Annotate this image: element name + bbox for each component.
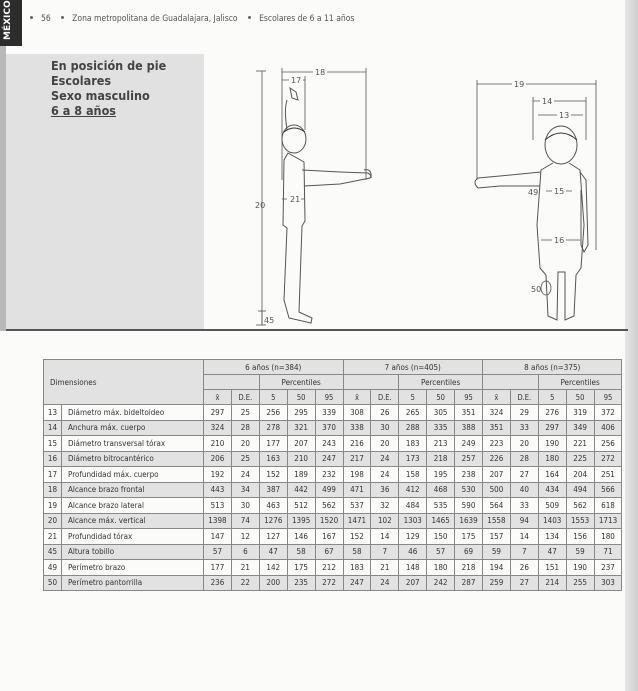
value-cell: 192 xyxy=(204,467,232,483)
value-cell: 200 xyxy=(259,575,287,591)
value-cell: 297 xyxy=(204,405,232,421)
header-group: Escolares de 6 a 11 años xyxy=(259,14,355,24)
value-cell: 471 xyxy=(343,482,371,498)
value-cell: 29 xyxy=(510,405,538,421)
stat-header: 95 xyxy=(315,390,343,405)
value-cell: 134 xyxy=(538,529,566,545)
dim-label-18: 18 xyxy=(315,68,326,77)
stat-header: 95 xyxy=(455,390,483,405)
dim-label-21: 21 xyxy=(290,195,301,204)
value-cell: 1558 xyxy=(482,513,510,529)
value-cell: 288 xyxy=(399,420,427,436)
dimension-name: Alcance máx. vertical xyxy=(62,513,204,529)
value-cell: 319 xyxy=(566,405,594,421)
value-cell: 147 xyxy=(204,529,232,545)
anthropometric-figure xyxy=(0,0,638,340)
value-cell: 372 xyxy=(594,405,622,421)
value-cell: 308 xyxy=(343,405,371,421)
value-cell: 47 xyxy=(538,544,566,560)
value-cell: 303 xyxy=(594,575,622,591)
value-cell: 36 xyxy=(371,482,399,498)
region-side-tab: MÉXICO xyxy=(0,0,22,46)
group-header: 7 años (n=405) xyxy=(343,360,482,375)
value-cell: 210 xyxy=(204,436,232,452)
value-cell: 499 xyxy=(315,482,343,498)
value-cell: 177 xyxy=(259,436,287,452)
value-cell: 210 xyxy=(287,451,315,467)
value-cell: 27 xyxy=(510,467,538,483)
value-cell: 207 xyxy=(482,467,510,483)
value-cell: 24 xyxy=(231,467,259,483)
value-cell: 214 xyxy=(538,575,566,591)
table-row xyxy=(44,560,622,576)
percentiles-header: Percentiles xyxy=(259,375,343,390)
value-cell: 562 xyxy=(315,498,343,514)
table-row xyxy=(44,544,622,560)
dimension-number: 49 xyxy=(44,560,62,576)
value-cell: 338 xyxy=(343,420,371,436)
value-cell: 24 xyxy=(371,575,399,591)
value-cell: 164 xyxy=(538,467,566,483)
value-cell: 259 xyxy=(482,575,510,591)
value-cell: 512 xyxy=(287,498,315,514)
title-line-4: 6 a 8 años xyxy=(51,103,116,118)
value-cell: 349 xyxy=(566,420,594,436)
dim-label-45: 45 xyxy=(264,316,275,325)
stat-header: 50 xyxy=(566,390,594,405)
value-cell: 468 xyxy=(427,482,455,498)
dimension-name: Altura tobillo xyxy=(62,544,204,560)
dimensions-table xyxy=(43,359,622,591)
value-cell: 194 xyxy=(482,560,510,576)
stat-header: 95 xyxy=(594,390,622,405)
value-cell: 339 xyxy=(315,405,343,421)
value-cell: 1553 xyxy=(566,513,594,529)
value-cell: 236 xyxy=(204,575,232,591)
dimension-number: 45 xyxy=(44,544,62,560)
value-cell: 232 xyxy=(315,467,343,483)
value-cell: 32 xyxy=(371,498,399,514)
value-cell: 20 xyxy=(231,436,259,452)
value-cell: 566 xyxy=(594,482,622,498)
value-cell: 484 xyxy=(399,498,427,514)
stat-header: D.E. xyxy=(231,390,259,405)
dimension-number: 15 xyxy=(44,436,62,452)
value-cell: 562 xyxy=(566,498,594,514)
value-cell: 351 xyxy=(482,420,510,436)
value-cell: 67 xyxy=(315,544,343,560)
dimension-name: Profundidad máx. cuerpo xyxy=(62,467,204,483)
value-cell: 24 xyxy=(371,467,399,483)
value-cell: 206 xyxy=(204,451,232,467)
stat-header: D.E. xyxy=(371,390,399,405)
table-row xyxy=(44,405,622,421)
value-cell: 142 xyxy=(259,560,287,576)
table-row xyxy=(44,498,622,514)
value-cell: 150 xyxy=(427,529,455,545)
value-cell: 30 xyxy=(371,420,399,436)
table-row xyxy=(44,420,622,436)
dimension-name: Alcance brazo frontal xyxy=(62,482,204,498)
table-row xyxy=(44,451,622,467)
value-cell: 295 xyxy=(287,405,315,421)
value-cell: 442 xyxy=(287,482,315,498)
value-cell: 47 xyxy=(259,544,287,560)
value-cell: 251 xyxy=(594,467,622,483)
dim-label-14: 14 xyxy=(542,97,553,106)
dimension-number: 17 xyxy=(44,467,62,483)
value-cell: 167 xyxy=(315,529,343,545)
value-cell: 59 xyxy=(482,544,510,560)
dimension-name: Diámetro máx. bideltoideo xyxy=(62,405,204,421)
value-cell: 129 xyxy=(399,529,427,545)
title-line-3: Sexo masculino xyxy=(51,88,150,103)
value-cell: 388 xyxy=(455,420,483,436)
dim-label-17: 17 xyxy=(291,76,302,85)
value-cell: 509 xyxy=(538,498,566,514)
value-cell: 22 xyxy=(231,575,259,591)
percentiles-header: Percentiles xyxy=(399,375,483,390)
value-cell: 513 xyxy=(204,498,232,514)
value-cell: 494 xyxy=(566,482,594,498)
value-cell: 537 xyxy=(343,498,371,514)
value-cell: 249 xyxy=(455,436,483,452)
stat-header: 5 xyxy=(538,390,566,405)
table-row xyxy=(44,575,622,591)
value-cell: 28 xyxy=(510,451,538,467)
value-cell: 21 xyxy=(371,560,399,576)
value-cell: 20 xyxy=(371,436,399,452)
value-cell: 535 xyxy=(427,498,455,514)
value-cell: 175 xyxy=(287,560,315,576)
value-cell: 287 xyxy=(455,575,483,591)
value-cell: 305 xyxy=(427,405,455,421)
value-cell: 213 xyxy=(427,436,455,452)
dimension-number: 14 xyxy=(44,420,62,436)
value-cell: 406 xyxy=(594,420,622,436)
value-cell: 20 xyxy=(510,436,538,452)
stat-header: x̄ xyxy=(482,390,510,405)
header-region: Zona metropolitana de Guadalajara, Jalisco xyxy=(72,14,238,24)
value-cell: 7 xyxy=(510,544,538,560)
title-line-2: Escolares xyxy=(51,73,112,88)
value-cell: 21 xyxy=(231,560,259,576)
value-cell: 324 xyxy=(204,420,232,436)
value-cell: 247 xyxy=(315,451,343,467)
value-cell: 243 xyxy=(315,436,343,452)
value-cell: 204 xyxy=(566,467,594,483)
value-cell: 57 xyxy=(427,544,455,560)
value-cell: 276 xyxy=(538,405,566,421)
value-cell: 58 xyxy=(343,544,371,560)
value-cell: 221 xyxy=(566,436,594,452)
group-header: 8 años (n=375) xyxy=(482,360,621,375)
value-cell: 6 xyxy=(231,544,259,560)
value-cell: 351 xyxy=(455,405,483,421)
value-cell: 102 xyxy=(371,513,399,529)
value-cell: 148 xyxy=(399,560,427,576)
title-line-1: En posición de pie xyxy=(51,58,167,73)
value-cell: 618 xyxy=(594,498,622,514)
value-cell: 7 xyxy=(371,544,399,560)
value-cell: 218 xyxy=(427,451,455,467)
value-cell: 183 xyxy=(343,560,371,576)
value-cell: 370 xyxy=(315,420,343,436)
value-cell: 226 xyxy=(482,451,510,467)
value-cell: 146 xyxy=(287,529,315,545)
table-row xyxy=(44,513,622,529)
stat-header: 50 xyxy=(427,390,455,405)
dimension-name: Anchura máx. cuerpo xyxy=(62,420,204,436)
value-cell: 1713 xyxy=(594,513,622,529)
value-cell: 1403 xyxy=(538,513,566,529)
value-cell: 564 xyxy=(482,498,510,514)
page-number: 56 xyxy=(41,14,51,24)
value-cell: 530 xyxy=(455,482,483,498)
value-cell: 238 xyxy=(455,467,483,483)
stat-header: x̄ xyxy=(343,390,371,405)
value-cell: 40 xyxy=(510,482,538,498)
table-group-header-row xyxy=(44,360,622,375)
value-cell: 335 xyxy=(427,420,455,436)
value-cell: 207 xyxy=(287,436,315,452)
dim-label-20: 20 xyxy=(255,201,266,210)
value-cell: 46 xyxy=(399,544,427,560)
value-cell: 59 xyxy=(566,544,594,560)
dimension-number: 20 xyxy=(44,513,62,529)
value-cell: 156 xyxy=(566,529,594,545)
value-cell: 127 xyxy=(259,529,287,545)
value-cell: 25 xyxy=(231,405,259,421)
value-cell: 12 xyxy=(231,529,259,545)
value-cell: 58 xyxy=(287,544,315,560)
dimension-number: 19 xyxy=(44,498,62,514)
dim-label-49: 49 xyxy=(528,188,539,197)
value-cell: 242 xyxy=(427,575,455,591)
value-cell: 257 xyxy=(455,451,483,467)
value-cell: 256 xyxy=(594,436,622,452)
value-cell: 278 xyxy=(259,420,287,436)
value-cell: 195 xyxy=(427,467,455,483)
dim-label-15: 15 xyxy=(554,187,565,196)
dim-label-19: 19 xyxy=(514,80,525,89)
value-cell: 272 xyxy=(594,451,622,467)
value-cell: 163 xyxy=(259,451,287,467)
value-cell: 463 xyxy=(259,498,287,514)
value-cell: 1520 xyxy=(315,513,343,529)
value-cell: 158 xyxy=(399,467,427,483)
value-cell: 198 xyxy=(343,467,371,483)
value-cell: 443 xyxy=(204,482,232,498)
value-cell: 1276 xyxy=(259,513,287,529)
dimension-name: Diámetro transversal tórax xyxy=(62,436,204,452)
value-cell: 1395 xyxy=(287,513,315,529)
dimension-number: 13 xyxy=(44,405,62,421)
dimensions-header: Dimensiones xyxy=(44,360,204,405)
stat-header: x̄ xyxy=(204,390,232,405)
value-cell: 33 xyxy=(510,420,538,436)
value-cell: 25 xyxy=(231,451,259,467)
dimension-name: Alcance brazo lateral xyxy=(62,498,204,514)
value-cell: 590 xyxy=(455,498,483,514)
value-cell: 189 xyxy=(287,467,315,483)
dimension-name: Profundidad tórax xyxy=(62,529,204,545)
dimension-name: Perímetro pantorrilla xyxy=(62,575,204,591)
value-cell: 180 xyxy=(538,451,566,467)
dimension-name: Perímetro brazo xyxy=(62,560,204,576)
value-cell: 237 xyxy=(594,560,622,576)
value-cell: 33 xyxy=(510,498,538,514)
value-cell: 14 xyxy=(371,529,399,545)
value-cell: 175 xyxy=(455,529,483,545)
value-cell: 434 xyxy=(538,482,566,498)
value-cell: 190 xyxy=(566,560,594,576)
value-cell: 1465 xyxy=(427,513,455,529)
value-cell: 157 xyxy=(482,529,510,545)
value-cell: 255 xyxy=(566,575,594,591)
value-cell: 190 xyxy=(538,436,566,452)
table-row xyxy=(44,482,622,498)
value-cell: 94 xyxy=(510,513,538,529)
value-cell: 500 xyxy=(482,482,510,498)
value-cell: 28 xyxy=(231,420,259,436)
value-cell: 225 xyxy=(566,451,594,467)
value-cell: 297 xyxy=(538,420,566,436)
table-row xyxy=(44,436,622,452)
value-cell: 26 xyxy=(510,560,538,576)
dimension-number: 16 xyxy=(44,451,62,467)
value-cell: 324 xyxy=(482,405,510,421)
value-cell: 235 xyxy=(287,575,315,591)
value-cell: 216 xyxy=(343,436,371,452)
dim-label-50: 50 xyxy=(531,285,542,294)
value-cell: 1303 xyxy=(399,513,427,529)
dimension-name: Diámetro bitrocantérico xyxy=(62,451,204,467)
value-cell: 183 xyxy=(399,436,427,452)
value-cell: 27 xyxy=(510,575,538,591)
value-cell: 14 xyxy=(510,529,538,545)
value-cell: 71 xyxy=(594,544,622,560)
value-cell: 74 xyxy=(231,513,259,529)
stat-header: 5 xyxy=(399,390,427,405)
value-cell: 34 xyxy=(231,482,259,498)
stat-header: 50 xyxy=(287,390,315,405)
value-cell: 387 xyxy=(259,482,287,498)
value-cell: 1398 xyxy=(204,513,232,529)
value-cell: 207 xyxy=(399,575,427,591)
table-row xyxy=(44,467,622,483)
stat-header: D.E. xyxy=(510,390,538,405)
value-cell: 57 xyxy=(204,544,232,560)
value-cell: 152 xyxy=(343,529,371,545)
value-cell: 1639 xyxy=(455,513,483,529)
value-cell: 217 xyxy=(343,451,371,467)
value-cell: 180 xyxy=(594,529,622,545)
value-cell: 1471 xyxy=(343,513,371,529)
value-cell: 321 xyxy=(287,420,315,436)
dimension-number: 21 xyxy=(44,529,62,545)
value-cell: 412 xyxy=(399,482,427,498)
dimension-number: 50 xyxy=(44,575,62,591)
floor-line xyxy=(6,329,628,331)
value-cell: 212 xyxy=(315,560,343,576)
value-cell: 218 xyxy=(455,560,483,576)
value-cell: 151 xyxy=(538,560,566,576)
value-cell: 265 xyxy=(399,405,427,421)
dim-label-13: 13 xyxy=(559,111,570,120)
value-cell: 30 xyxy=(231,498,259,514)
value-cell: 24 xyxy=(371,451,399,467)
value-cell: 26 xyxy=(371,405,399,421)
value-cell: 180 xyxy=(427,560,455,576)
value-cell: 256 xyxy=(259,405,287,421)
dim-label-16: 16 xyxy=(554,236,565,245)
percentiles-header: Percentiles xyxy=(538,375,622,390)
value-cell: 223 xyxy=(482,436,510,452)
value-cell: 177 xyxy=(204,560,232,576)
value-cell: 247 xyxy=(343,575,371,591)
dimension-number: 18 xyxy=(44,482,62,498)
value-cell: 69 xyxy=(455,544,483,560)
value-cell: 152 xyxy=(259,467,287,483)
stat-header: 5 xyxy=(259,390,287,405)
table-row xyxy=(44,529,622,545)
value-cell: 173 xyxy=(399,451,427,467)
group-header: 6 años (n=384) xyxy=(204,360,343,375)
value-cell: 272 xyxy=(315,575,343,591)
